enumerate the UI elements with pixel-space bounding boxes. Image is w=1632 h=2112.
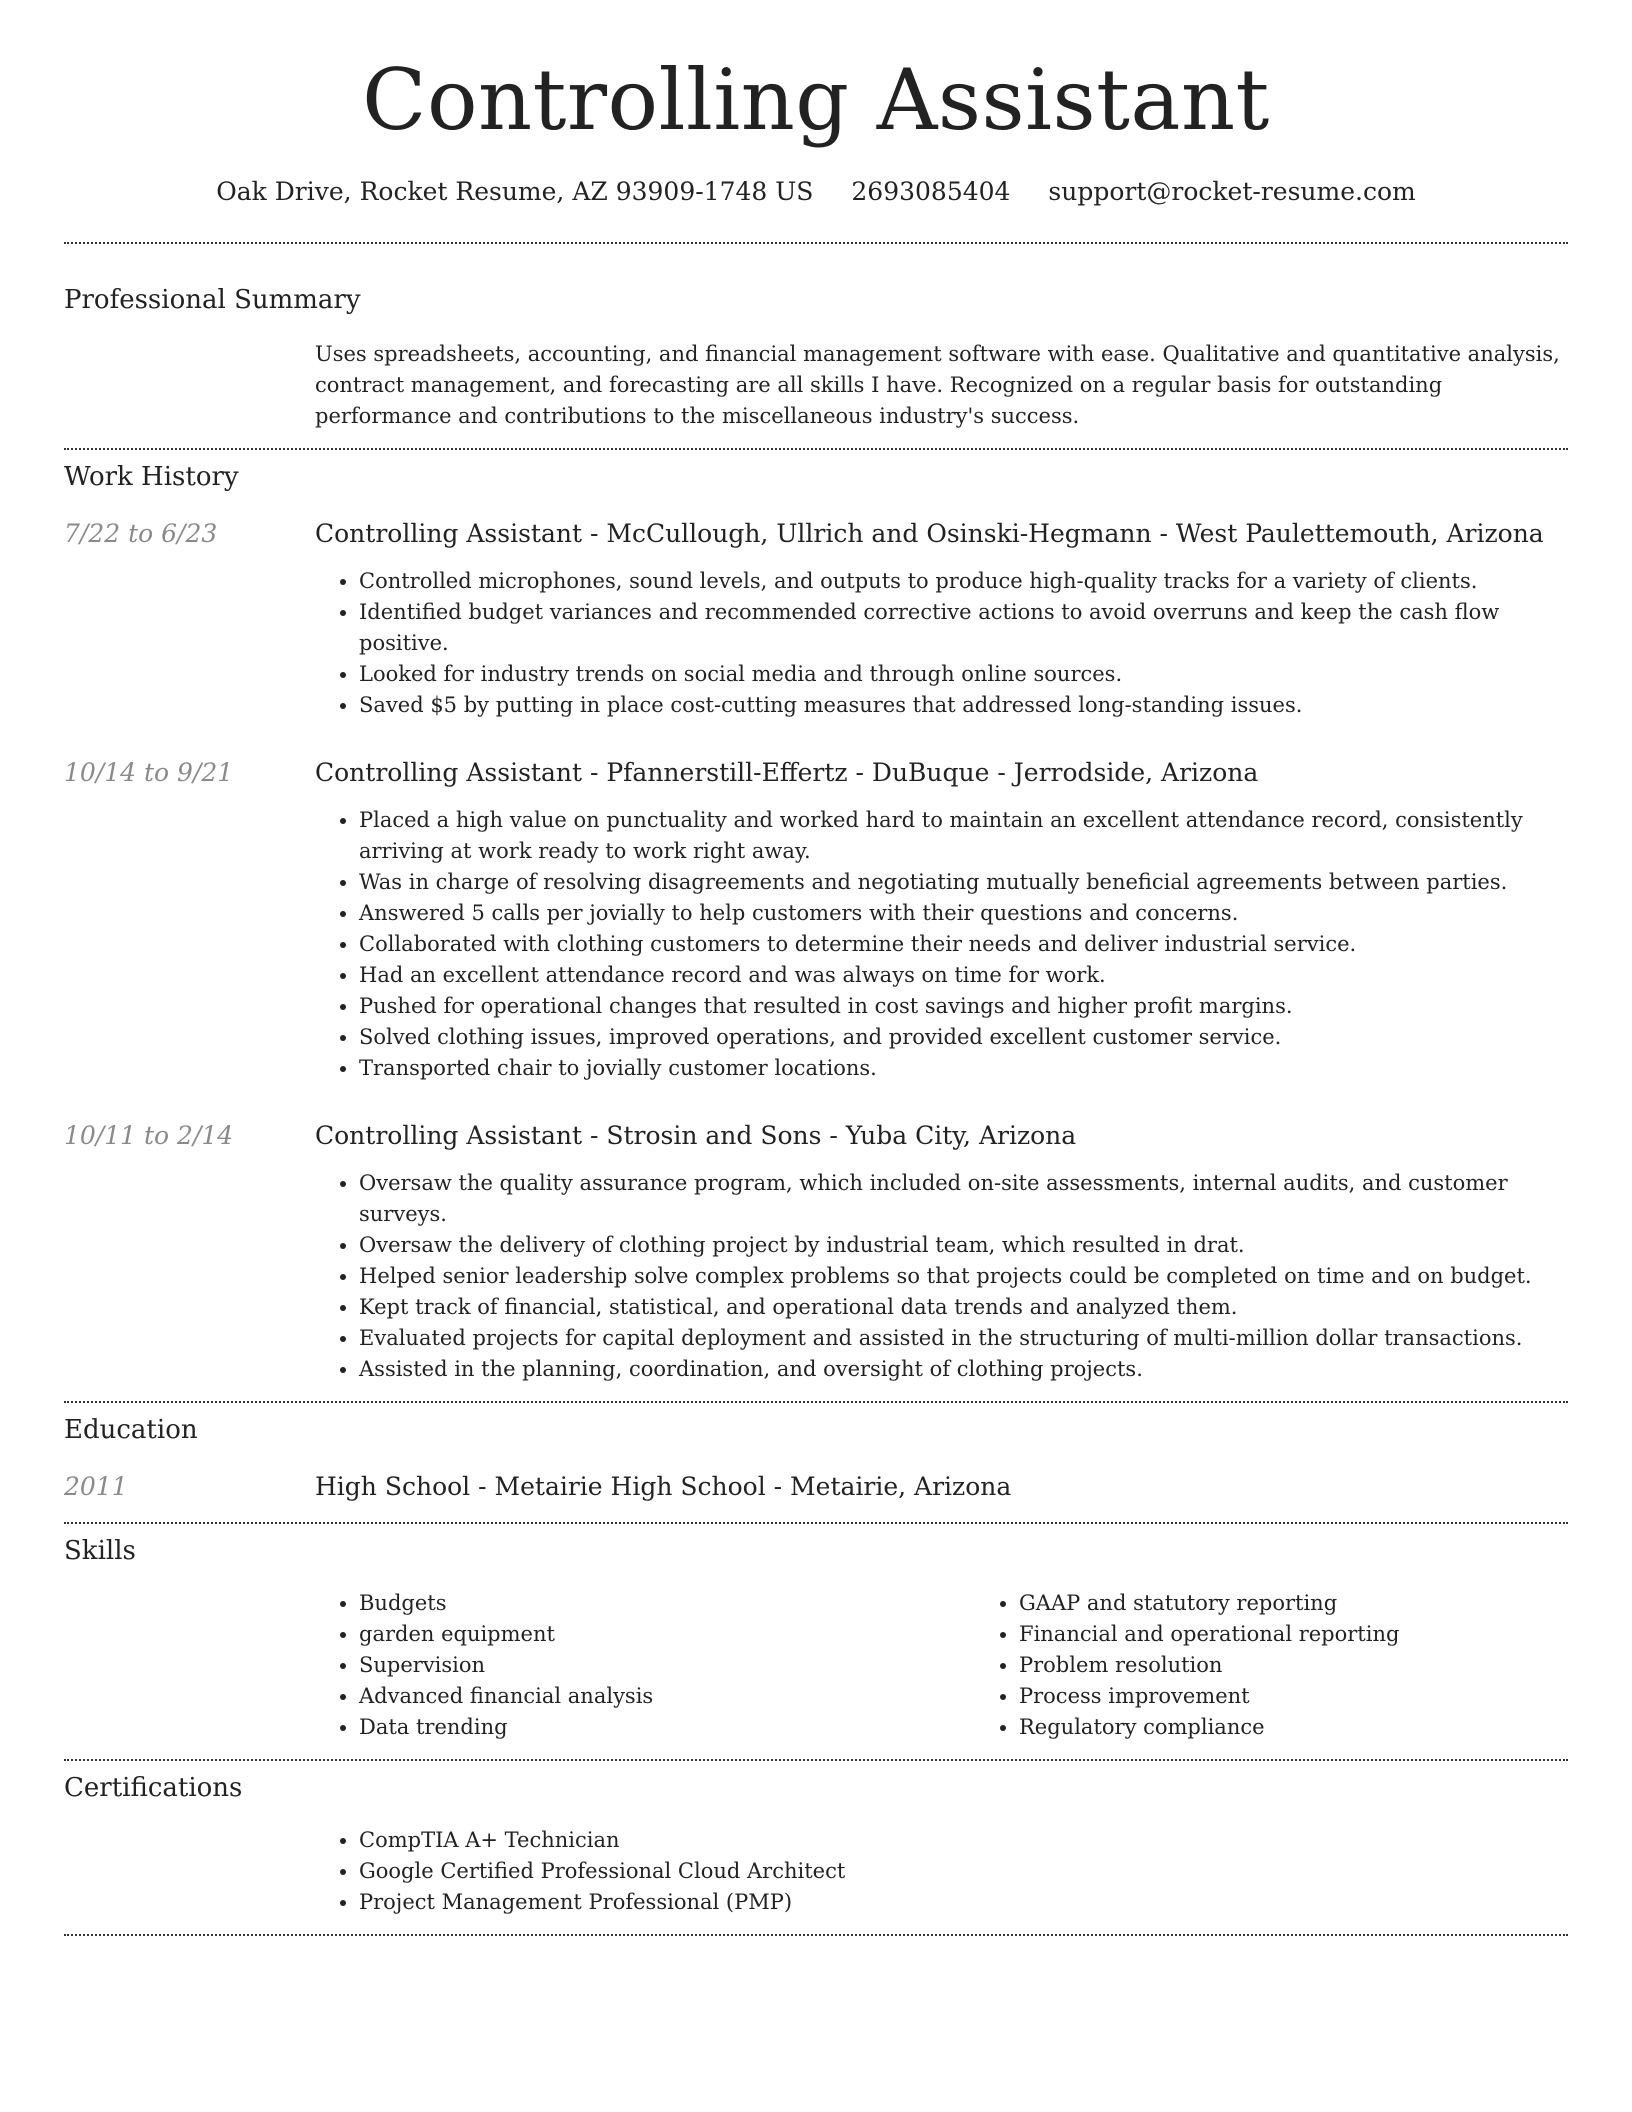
list-item: • Answered 5 calls per jovially to help customers with their questions and concerns. [359, 898, 1568, 929]
education-date: 2011 [64, 1471, 128, 1501]
job-bullets [315, 566, 1568, 721]
skill-item: • Supervision [359, 1650, 975, 1681]
list-item: • Pushed for operational changes that resulted in cost savings and higher profit margins. [359, 991, 1568, 1022]
section-title-certifications: Certifications [64, 1772, 243, 1803]
section-title-summary: Professional Summary [64, 284, 361, 315]
skills-section [0, 1524, 1632, 1743]
list-item: • Looked for industry trends on social media and through online sources. [359, 659, 1568, 690]
education-entry [64, 1472, 1568, 1502]
skills-column-right [975, 1588, 1632, 1743]
list-item: • Kept track of financial, statistical, and operational data trends and analyzed them. [359, 1292, 1568, 1323]
skill-item: • Regulatory compliance [1019, 1712, 1632, 1743]
certifications-list [315, 1825, 1568, 1918]
job-title: Controlling Assistant - Pfannerstill-Effertz - DuBuque - Jerrodside, Arizona [315, 757, 1259, 787]
email: support@rocket-resume.com [1048, 176, 1416, 206]
job-bullets [315, 805, 1568, 1084]
certification-item: • CompTIA A+ Technician [359, 1825, 1568, 1856]
list-item: • Oversaw the quality assurance program, which included on-site assessments, internal audits, and customer surveys. [359, 1168, 1568, 1230]
skill-item: • Budgets [359, 1588, 975, 1619]
skill-item: • GAAP and statutory reporting [1019, 1588, 1632, 1619]
skills-list [315, 1588, 1632, 1743]
job-bullets [315, 1168, 1568, 1385]
job-entry [64, 1121, 1568, 1385]
work-history-section [0, 450, 1632, 1385]
list-item: • Oversaw the delivery of clothing project by industrial team, which resulted in drat. [359, 1230, 1568, 1261]
section-title-education: Education [64, 1414, 198, 1445]
skill-item: • garden equipment [359, 1619, 975, 1650]
certifications-section [0, 1761, 1632, 1918]
list-item: • Assisted in the planning, coordination, and oversight of clothing projects. [359, 1354, 1568, 1385]
skill-item: • Process improvement [1019, 1681, 1632, 1712]
skills-column-left [315, 1588, 975, 1743]
address: Oak Drive, Rocket Resume, AZ 93909-1748 US [216, 176, 814, 206]
resume-header [0, 0, 1632, 206]
list-item: • Had an excellent attendance record and was always on time for work. [359, 960, 1568, 991]
skill-item: • Advanced financial analysis [359, 1681, 975, 1712]
phone: 2693085404 [851, 176, 1011, 206]
list-item: • Controlled microphones, sound levels, and outputs to produce high-quality tracks for a variety of clients. [359, 566, 1568, 597]
summary-section [0, 244, 1632, 432]
divider [64, 1934, 1568, 1936]
skill-item: • Financial and operational reporting [1019, 1619, 1632, 1650]
list-item: • Solved clothing issues, improved operations, and provided excellent customer service. [359, 1022, 1568, 1053]
list-item: • Was in charge of resolving disagreements and negotiating mutually beneficial agreements between parties. [359, 867, 1568, 898]
job-title: Controlling Assistant - McCullough, Ullrich and Osinski-Hegmann - West Paulettemouth, Arizona [315, 518, 1544, 548]
education-title: High School - Metairie High School - Metairie, Arizona [315, 1471, 1012, 1501]
section-title-work: Work History [64, 461, 239, 492]
job-entry [64, 519, 1568, 721]
list-item: • Helped senior leadership solve complex problems so that projects could be completed on time and on budget. [359, 1261, 1568, 1292]
education-section [0, 1403, 1632, 1502]
summary-text: Uses spreadsheets, accounting, and financial management software with ease. Qualitative and quantitative analysis, contract management, and forecasting are all skills I have. Recognized on a regular basis for outstanding performance and contributions to the miscellaneous industry's success. [315, 341, 1560, 428]
job-dates: 10/11 to 2/14 [64, 1120, 234, 1150]
job-dates: 7/22 to 6/23 [64, 518, 218, 548]
skill-item: • Data trending [359, 1712, 975, 1743]
list-item: • Transported chair to jovially customer locations. [359, 1053, 1568, 1084]
list-item: • Evaluated projects for capital deployment and assisted in the structuring of multi-million dollar transactions. [359, 1323, 1568, 1354]
certification-item: • Project Management Professional (PMP) [359, 1887, 1568, 1918]
list-item: • Identified budget variances and recommended corrective actions to avoid overruns and keep the cash flow positive. [359, 597, 1568, 659]
contact-line [0, 177, 1632, 206]
job-title: Controlling Assistant - Strosin and Sons - Yuba City, Arizona [315, 1120, 1077, 1150]
job-dates: 10/14 to 9/21 [64, 757, 234, 787]
list-item: • Collaborated with clothing customers to determine their needs and deliver industrial service. [359, 929, 1568, 960]
certification-item: • Google Certified Professional Cloud Architect [359, 1856, 1568, 1887]
skill-item: • Problem resolution [1019, 1650, 1632, 1681]
job-entry [64, 758, 1568, 1084]
section-title-skills: Skills [64, 1535, 136, 1566]
list-item: • Placed a high value on punctuality and worked hard to maintain an excellent attendance record, consistently arriving at work ready to work right away. [359, 805, 1568, 867]
list-item: • Saved $5 by putting in place cost-cutting measures that addressed long-standing issues. [359, 690, 1568, 721]
candidate-name: Controlling Assistant [362, 51, 1270, 149]
